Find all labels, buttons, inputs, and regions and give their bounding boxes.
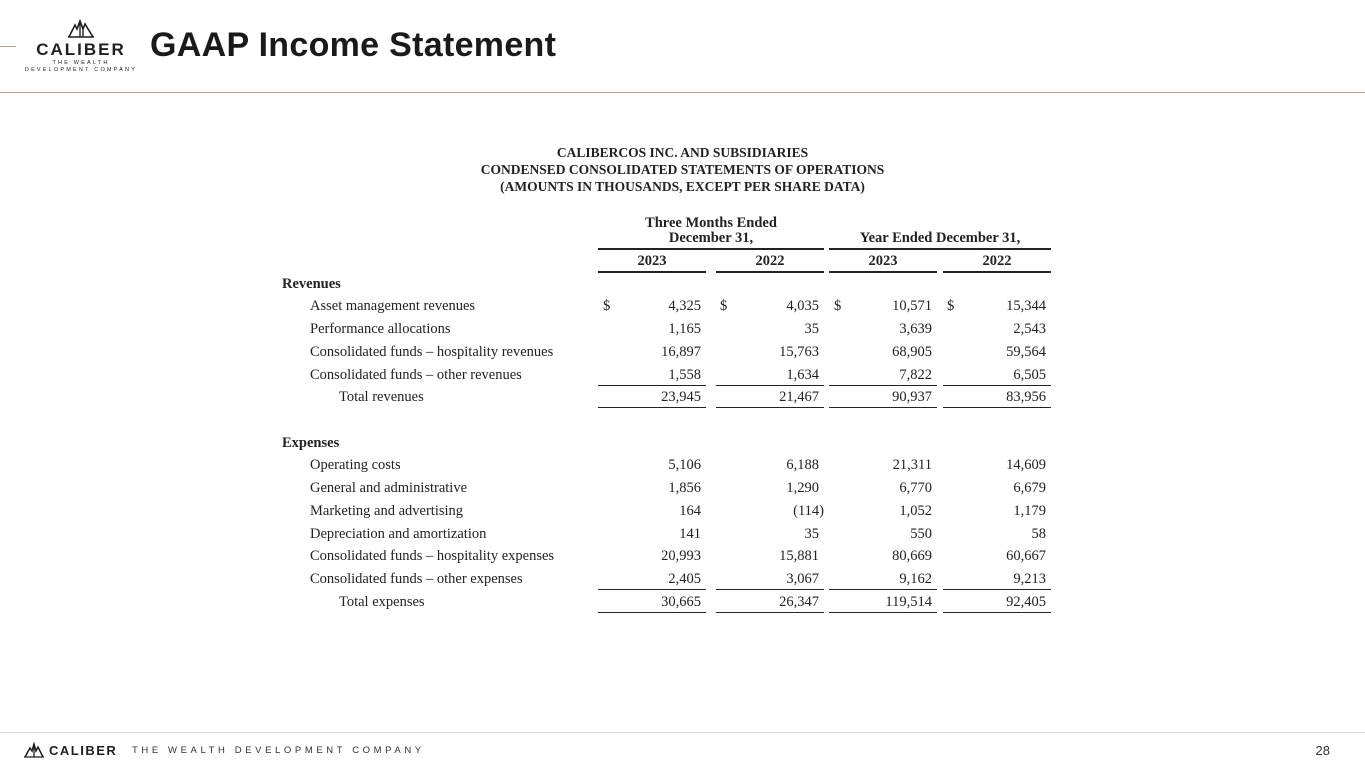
subtotal-rule	[829, 589, 937, 590]
year-header: 2023	[868, 253, 898, 269]
year-underline	[829, 271, 937, 273]
total-rule	[598, 407, 706, 408]
header-underline	[829, 248, 1051, 250]
subtotal-rule	[943, 589, 1051, 590]
year-header: 2022	[755, 253, 785, 269]
value-cell: 21,467	[779, 389, 819, 405]
building-logo-icon	[24, 742, 44, 758]
value-cell: 35	[804, 526, 819, 542]
value-cell: 58	[1031, 526, 1046, 542]
value-cell: 2,405	[668, 571, 701, 587]
row-label: Depreciation and amortization	[310, 526, 487, 542]
three-months-header-line2: December 31,	[668, 230, 754, 246]
value-cell: 1,634	[786, 367, 819, 383]
value-cell: 9,213	[1013, 571, 1046, 587]
row-label: Asset management revenues	[310, 298, 476, 314]
table-row	[0, 344, 1365, 366]
value-cell: (114)	[793, 503, 824, 519]
value-cell: 60,667	[1006, 548, 1046, 564]
table-row	[0, 503, 1365, 525]
subtotal-rule	[598, 589, 706, 590]
total-rule	[716, 612, 824, 613]
value-cell: 14,609	[1006, 457, 1046, 473]
total-rule	[598, 612, 706, 613]
row-label: Consolidated funds – other expenses	[310, 571, 523, 587]
value-cell: 6,505	[1013, 367, 1046, 383]
table-row	[0, 526, 1365, 548]
value-cell: 23,945	[661, 389, 701, 405]
table-row	[0, 548, 1365, 570]
value-cell: 20,993	[661, 548, 701, 564]
value-cell: 80,669	[892, 548, 932, 564]
value-cell: 15,881	[779, 548, 819, 564]
value-cell: 68,905	[892, 344, 932, 360]
total-rule	[943, 612, 1051, 613]
section-heading: Revenues	[282, 276, 341, 292]
value-cell: 5,106	[668, 457, 701, 473]
subtotal-rule	[943, 385, 1051, 386]
three-months-header-line1: Three Months Ended	[645, 215, 777, 231]
value-cell: 4,035	[786, 298, 819, 314]
value-cell: 1,165	[668, 321, 701, 337]
value-cell: 7,822	[899, 367, 932, 383]
value-cell: 83,956	[1006, 389, 1046, 405]
footer-tagline: THE WEALTH DEVELOPMENT COMPANY	[132, 745, 425, 756]
year-underline	[943, 271, 1051, 273]
header-underline	[598, 248, 824, 250]
value-cell: 119,514	[885, 594, 932, 610]
row-label: Performance allocations	[310, 321, 451, 337]
value-cell: 35	[804, 321, 819, 337]
logo-tagline: THE WEALTH DEVELOPMENT COMPANY	[24, 60, 138, 73]
value-cell: 3,067	[786, 571, 819, 587]
value-cell: 4,325	[668, 298, 701, 314]
row-label: Total revenues	[339, 389, 424, 405]
value-cell: 90,937	[892, 389, 932, 405]
page-number: 28	[1315, 743, 1330, 758]
subtotal-rule	[716, 589, 824, 590]
year-header: 2022	[982, 253, 1012, 269]
value-cell: 6,770	[899, 480, 932, 496]
value-cell: 16,897	[661, 344, 701, 360]
currency-symbol: $	[720, 298, 728, 314]
value-cell: 6,679	[1013, 480, 1046, 496]
subtotal-rule	[716, 385, 824, 386]
value-cell: 2,543	[1013, 321, 1046, 337]
table-row	[0, 298, 1365, 320]
year-underline	[716, 271, 824, 273]
row-label: Operating costs	[310, 457, 401, 473]
currency-symbol: $	[603, 298, 611, 314]
row-label: Consolidated funds – hospitality revenues	[310, 344, 554, 360]
total-rule	[829, 612, 937, 613]
value-cell: 9,162	[899, 571, 932, 587]
value-cell: 1,290	[786, 480, 819, 496]
row-label: Total expenses	[339, 594, 425, 610]
year-underline	[598, 271, 706, 273]
row-label: Consolidated funds – hospitality expenses	[310, 548, 555, 564]
value-cell: 15,763	[779, 344, 819, 360]
value-cell: 59,564	[1006, 344, 1046, 360]
value-cell: 21,311	[892, 457, 932, 473]
company-name: CALIBERCOS INC. AND SUBSIDIARIES	[556, 145, 809, 160]
total-rule	[829, 407, 937, 408]
section-row-revenues	[0, 276, 1365, 298]
value-cell: 30,665	[661, 594, 701, 610]
value-cell: 15,344	[1006, 298, 1046, 314]
footer-divider	[0, 732, 1365, 733]
currency-symbol: $	[834, 298, 842, 314]
value-cell: 26,347	[779, 594, 819, 610]
value-cell: 1,558	[668, 367, 701, 383]
page-title: GAAP Income Statement	[150, 26, 557, 64]
row-label: Marketing and advertising	[310, 503, 464, 519]
value-cell: 1,856	[668, 480, 701, 496]
value-cell: 10,571	[892, 298, 932, 314]
year-ended-header: Year Ended December 31,	[859, 230, 1021, 246]
three-months-header	[598, 216, 824, 246]
value-cell: 3,639	[899, 321, 932, 337]
statement-units: (AMOUNTS IN THOUSANDS, EXCEPT PER SHARE DATA)	[500, 179, 865, 194]
table-row	[0, 321, 1365, 343]
subtotal-rule	[598, 385, 706, 386]
value-cell: 1,052	[899, 503, 932, 519]
section-row-expenses	[0, 435, 1365, 457]
value-cell: 92,405	[1006, 594, 1046, 610]
value-cell: 1,179	[1013, 503, 1046, 519]
total-rule	[943, 407, 1051, 408]
value-cell: 164	[679, 503, 701, 519]
row-label: Consolidated funds – other revenues	[310, 367, 522, 383]
currency-symbol: $	[947, 298, 955, 314]
value-cell: 141	[679, 526, 701, 542]
table-row	[0, 480, 1365, 502]
row-label: General and administrative	[310, 480, 468, 496]
value-cell: 550	[910, 526, 932, 542]
year-header: 2023	[637, 253, 667, 269]
subtotal-rule	[829, 385, 937, 386]
total-rule	[716, 407, 824, 408]
table-row	[0, 457, 1365, 479]
footer-brand: CALIBER	[49, 743, 118, 758]
section-heading: Expenses	[282, 435, 340, 451]
logo-wordmark: CALIBER	[36, 40, 126, 59]
value-cell: 6,188	[786, 457, 819, 473]
statement-name: CONDENSED CONSOLIDATED STATEMENTS OF OPERATIONS	[480, 162, 885, 177]
